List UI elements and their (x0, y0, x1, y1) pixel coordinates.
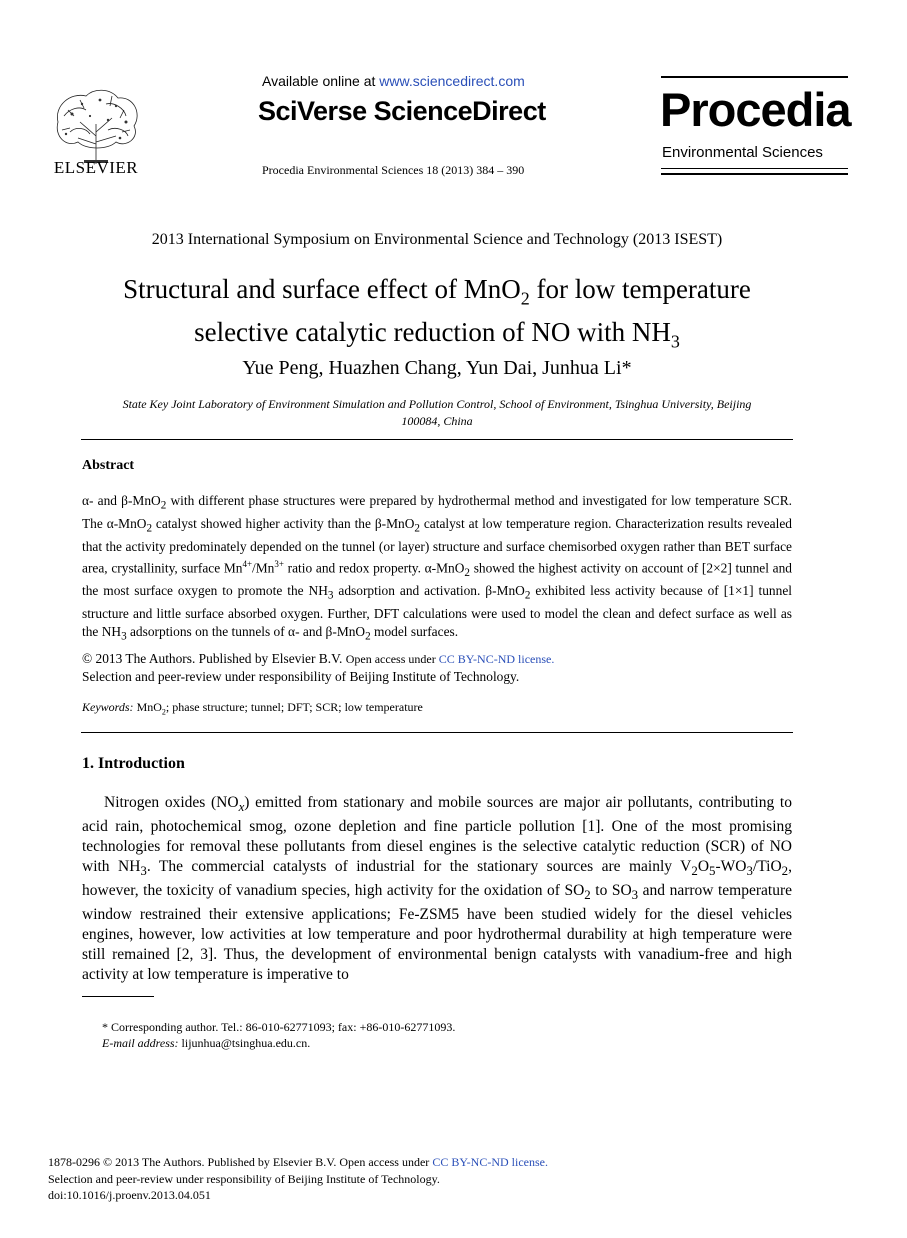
introduction-text: Nitrogen oxides $(NO_x)$ emitted from stationary and mobile sources are major air pollutants, contributing to acid rain, photochemical smog, ozone depletion and fine particle pollution [1]. One of the most promising technologies for removal these pollutants from diesel engines is the selective catalytic reduction (SCR) of NO with $NH_3$. The commercial catalysts of industrial for the stationary sources are mainly $V_2O_5-WO_3/TiO_2$, however, the toxicity of vanadium species, high activity for the oxidation of $SO_2$ to $SO_3$ and narrow temperature window restrained their extensive applications; Fe-ZSM5 have been studied widely for the diesel vehicles engines, however, low activities at low temperature and poor hydrothermal durability at high temperature were still remained [2, 3]. Thus, the development of environmental benign catalysts with vanadium-free and high activity at low temperature is imperative to (82, 794, 793, 984)
journal-reference: Procedia Environmental Sciences 18 (2013) 384 – 390 (262, 163, 525, 177)
article-title: Structural and surface effect of MnO$_2$ for low temperature selective catalytic reduction of NO with $NH_3$ (123, 274, 751, 352)
keywords: Keywords: MnO$_2$; phase structure; tunnel; DFT; SCR; low temperature (82, 700, 423, 717)
license-link[interactable]: CC BY-NC-ND license. (438, 652, 555, 666)
journal-subtitle: Environmental Sciences (662, 144, 823, 161)
available-online-line: Available online at www.sciencedirect.com (262, 73, 525, 89)
elsevier-wordmark: ELSEVIER (53, 158, 139, 177)
abstract-heading: Abstract (82, 458, 135, 473)
doi: doi:10.1016/j.proenv.2013.04.051 (48, 1188, 211, 1202)
footnote-rule (82, 996, 154, 997)
corresponding-author-note: * Corresponding author. Tel.: 86-010-62771093; fax: +86-010-62771093. (102, 1020, 456, 1034)
procedia-rule-thick (661, 173, 848, 175)
author-affiliation: State Key Joint Laboratory of Environment Simulation and Pollution Control, School of Environment, Tsinghua University, Beijing 100084, China (122, 397, 752, 428)
footer-license-link[interactable]: CC BY-NC-ND license. (432, 1155, 548, 1169)
journal-brand: Procedia (660, 83, 851, 136)
page-footer: 1878-0296 © 2013 The Authors. Published by Elsevier B.V. Open access under CC BY-NC-ND license. Selection and peer-review under responsibility of Beijing Institute of Technology. doi:10.1016/j.proenv.2013.04.051 (48, 1155, 548, 1202)
sciencedirect-link[interactable]: www.sciencedirect.com (379, 73, 525, 89)
divider-bottom (81, 732, 793, 733)
author-list: Yue Peng, Huazhen Chang, Yun Dai, Junhua Li* (242, 357, 632, 379)
conference-name: 2013 International Symposium on Environmental Science and Technology (2013 ISEST) (151, 231, 723, 248)
section-heading: 1. Introduction (82, 755, 185, 772)
copyright-notice: © 2013 The Authors. Published by Elsevier B.V. Open access under CC BY-NC-ND license. Selection and peer-review under responsibility of Beijing Institute of Technology. (82, 651, 555, 684)
divider-top (81, 439, 793, 440)
procedia-top-rule (661, 76, 848, 78)
platform-name: SciVerse ScienceDirect (258, 96, 546, 126)
abstract-text: α- and β-MnO$_2$ with different phase structures were prepared by hydrothermal method and investigated for low temperature SCR. The α-MnO$_2$ catalyst showed higher activity than the β-MnO$_2$ catalyst at low temperature region. Characterization results revealed that the activity predominately depended on the tunnel (or layer) structure and surface chemisorbed oxygen rather than BET surface area, crystallinity, surface $Mn^{4+}/Mn^{3+}$ ratio and redox property. α-MnO$_2$ showed the highest activity on account of [2×2] tunnel and the most surface oxygen to promote the $NH_3$ adsorption and activation. β-MnO$_2$ exhibited less activity because of [1×1] tunnel structure and little surface absorbed oxygen. Further, DFT calculations were used to model the clean and defect surface as well as the $NH_3$ adsorptions on the tunnels of α- and β-MnO$_2$ model surfaces. (82, 493, 793, 643)
procedia-rule-thin (661, 168, 848, 169)
email-note: E-mail address: lijunhua@tsinghua.edu.cn. (102, 1036, 311, 1050)
